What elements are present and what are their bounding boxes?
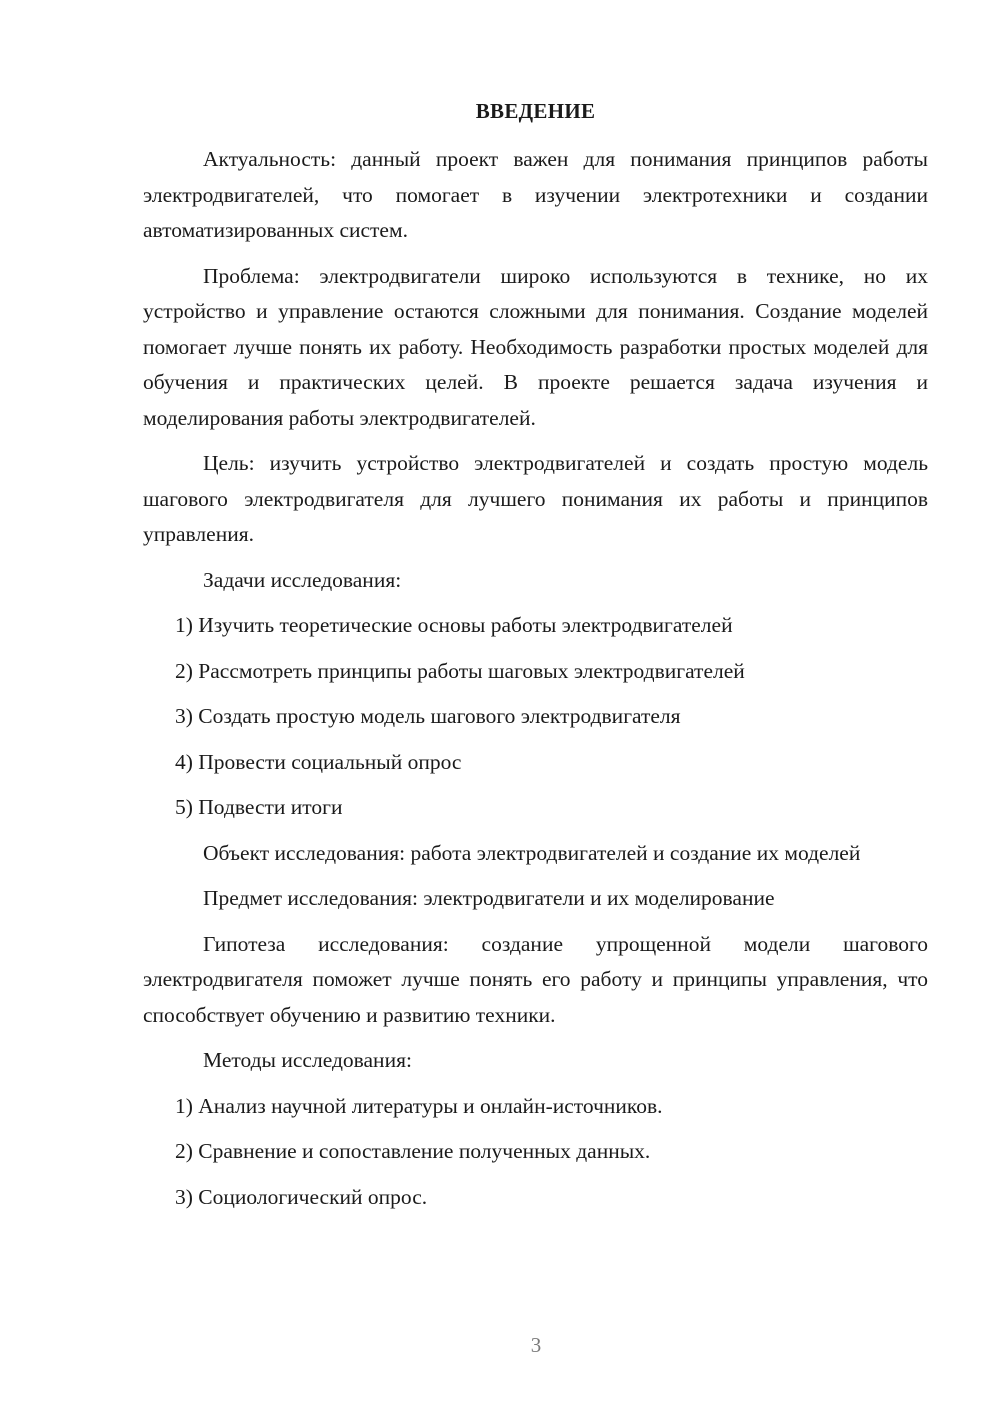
subject-paragraph: Предмет исследования: электродвигатели и их моделирование xyxy=(203,886,775,910)
hypothesis-paragraph: Гипотеза исследования: создание упрощенной модели шагового электродвигателя поможет лучше понять его работу и принципы управления, что способствует обучению и развитию техники. xyxy=(143,931,928,1027)
page-content xyxy=(143,142,928,1225)
methods-heading: Методы исследования: xyxy=(203,1048,412,1072)
tasks-heading: Задачи исследования: xyxy=(203,567,402,592)
list-item: 2) Сравнение и сопоставление полученных данных. xyxy=(175,1139,651,1163)
list-item: 3) Социологический опрос. xyxy=(175,1184,428,1209)
methods-list xyxy=(143,1089,928,1216)
tasks-list xyxy=(143,608,928,826)
page-title: ВВЕДЕНИЕ xyxy=(475,99,596,123)
list-item: 2) Рассмотреть принципы работы шаговых электродвигателей xyxy=(175,658,745,683)
list-item: 4) Провести социальный опрос xyxy=(175,749,462,774)
list-item: 1) Анализ научной литературы и онлайн-источников. xyxy=(175,1093,663,1118)
list-item: 1) Изучить теоретические основы работы электродвигателей xyxy=(175,613,733,637)
list-item: 3) Создать простую модель шагового электродвигателя xyxy=(175,704,681,728)
page-number: 3 xyxy=(530,1333,542,1357)
list-item: 5) Подвести итоги xyxy=(175,795,343,819)
object-paragraph: Объект исследования: работа электродвигателей и создание их моделей xyxy=(203,840,861,865)
problem-paragraph: Проблема: электродвигатели широко используются в технике, но их устройство и управление остаются сложными для понимания. Создание моделей помогает лучше понять их работу. Необходимость разработки простых моделей для обучения и практических целей. В проекте решается задача изучения и моделирования работы электродвигателей. xyxy=(143,263,928,430)
goal-paragraph: Цель: изучить устройство электродвигателей и создать простую модель шагового электродвигателя для лучшего понимания их работы и принципов управления. xyxy=(143,451,928,546)
relevance-paragraph: Актуальность: данный проект важен для понимания принципов работы электродвигателей, что помогает в изучении электротехники и создании автоматизированных систем. xyxy=(143,147,928,242)
